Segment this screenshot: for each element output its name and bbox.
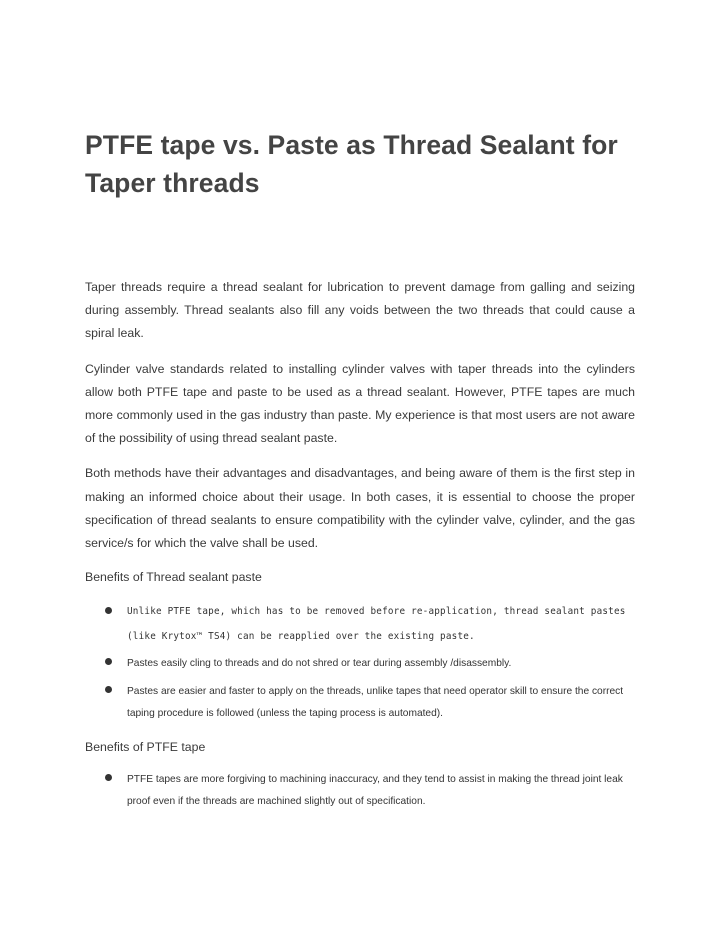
section-heading-paste: Benefits of Thread sealant paste xyxy=(85,570,262,585)
document-title: PTFE tape vs. Paste as Thread Sealant for Taper threads xyxy=(85,130,618,198)
bullet-icon xyxy=(105,658,112,665)
document-body xyxy=(85,276,635,825)
paragraph-methods: Both methods have their advantages and disadvantages, and being aware of them is the first step in making an informed choice about their usage. In both cases, it is essential to choose the proper specification of thread sealants to ensure compatibility with the cylinder valve, cylinder, and the gas service/s for which the valve shall be used. xyxy=(85,466,635,551)
list-item-text: Pastes are easier and faster to apply on the threads, unlike tapes that need operator skill to ensure the correct taping procedure is followed (unless the taping process is automated). xyxy=(127,686,624,720)
section-heading-tape: Benefits of PTFE tape xyxy=(85,740,206,755)
list-item xyxy=(85,599,635,649)
list-item-text: PTFE tapes are more forgiving to machining inaccuracy, and they tend to assist in making the thread joint leak proof even if the threads are machined slightly out of specification. xyxy=(127,774,623,808)
paste-benefits-list xyxy=(85,599,635,725)
list-item-text: Unlike PTFE tape, which has to be removed before re-application, thread sealant pastes (like Krytox™ TS4) can be reapplied over the existing paste. xyxy=(127,606,626,643)
paragraph-intro: Taper threads require a thread sealant for lubrication to prevent damage from galling and seizing during assembly. Thread sealants also fill any voids between the two threads that could cause a spiral leak. xyxy=(85,280,635,341)
tape-benefits-list xyxy=(85,769,635,813)
bullet-icon xyxy=(105,774,112,781)
paragraph-standards: Cylinder valve standards related to installing cylinder valves with taper threads into the cylinders allow both PTFE tape and paste to be used as a thread sealant. However, PTFE tapes are much more commonly used in the gas industry than paste. My experience is that most users are not aware of the possibility of using thread sealant paste. xyxy=(85,361,635,446)
bullet-icon xyxy=(105,686,112,693)
list-item-text: Pastes easily cling to threads and do not shred or tear during assembly /disassembly. xyxy=(127,658,512,670)
list-item xyxy=(85,653,635,675)
bullet-icon xyxy=(105,607,112,614)
list-item xyxy=(85,681,635,725)
list-item xyxy=(85,769,635,813)
